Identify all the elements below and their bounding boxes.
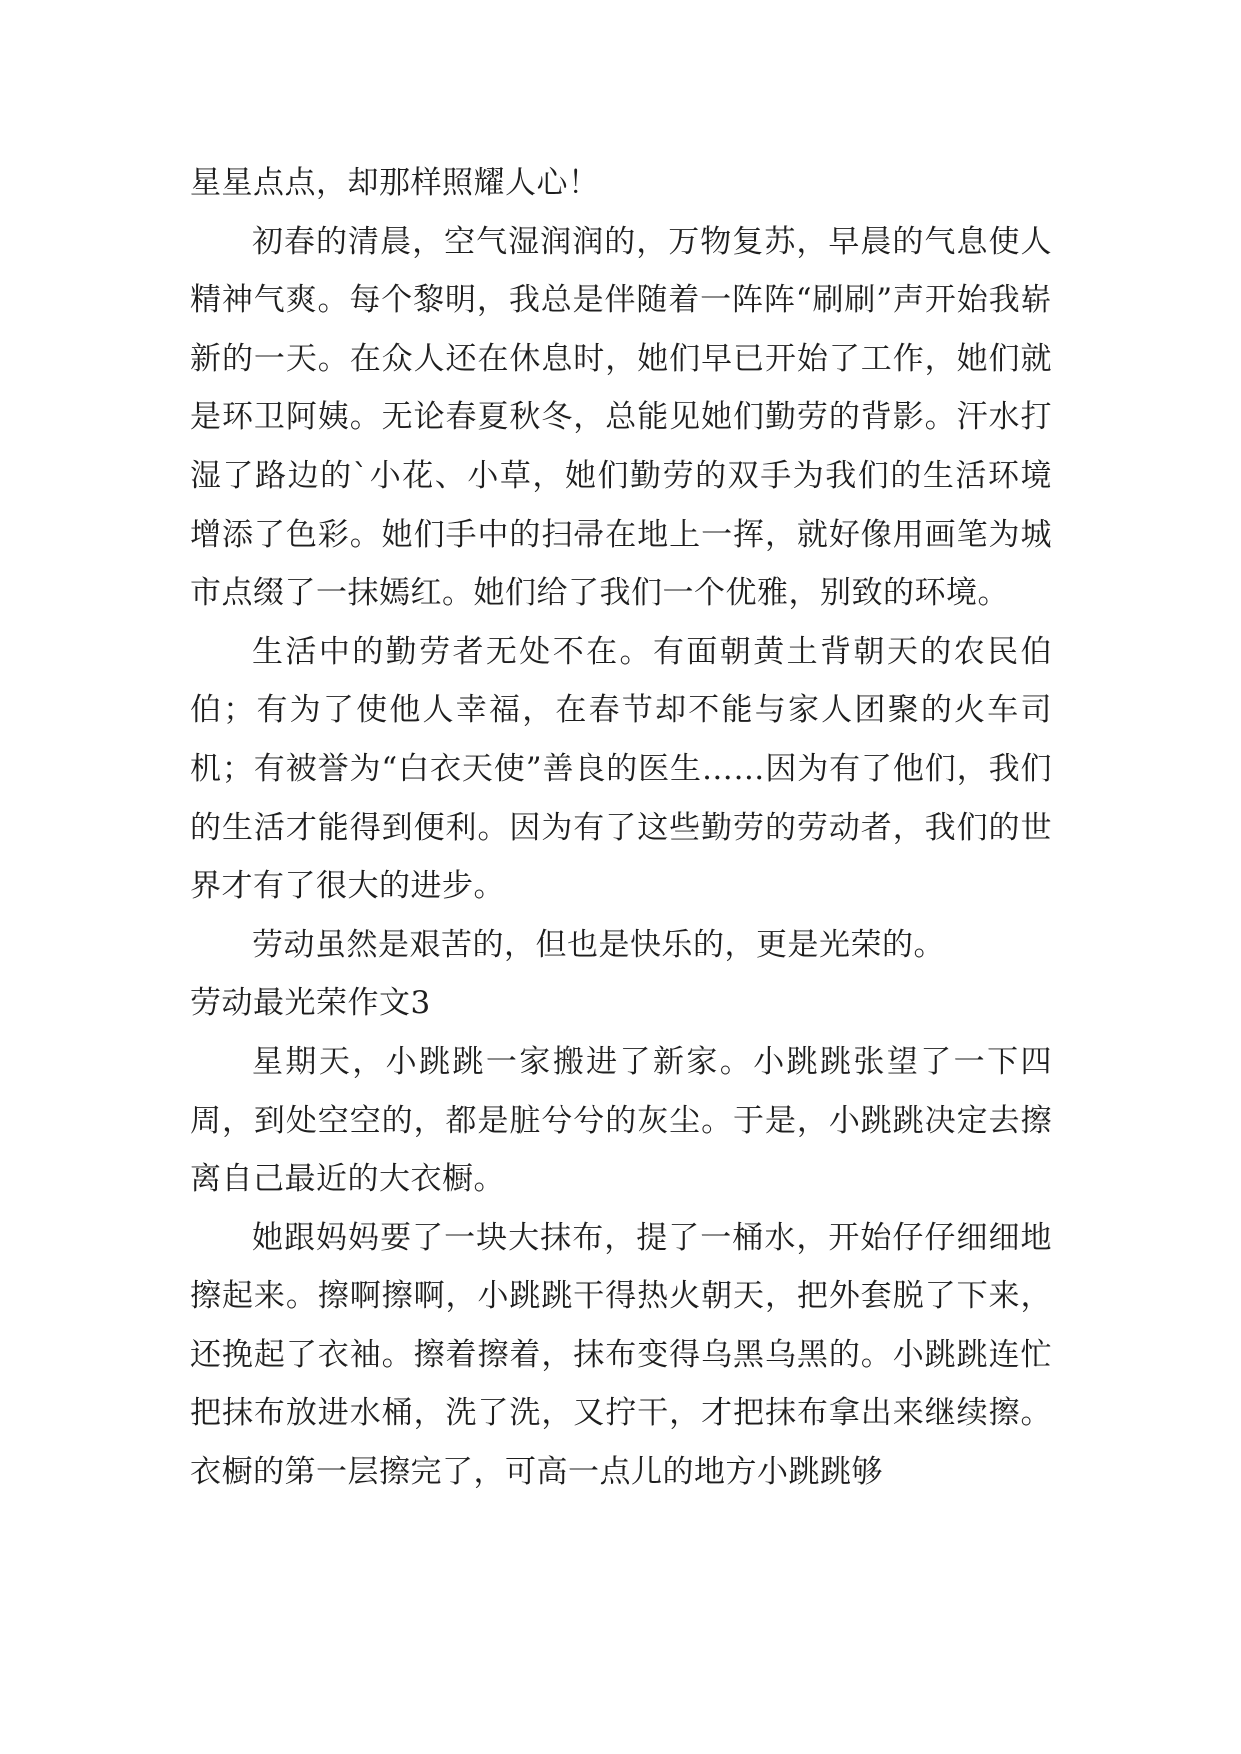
paragraph-6: 她跟妈妈要了一块大抹布，提了一桶水，开始仔仔细细地擦起来。擦啊擦啊，小跳跳干得热火朝天，把外套脱了下来，还挽起了衣袖。擦着擦着，抹布变得乌黑乌黑的。小跳跳连忙把抹布放进水桶，洗了洗，又拧干，才把抹布拿出来继续擦。衣橱的第一层擦完了，可高一点儿的地方小跳跳够 (190, 1219, 1052, 1491)
paragraph-5: 星期天，小跳跳一家搬进了新家。小跳跳张望了一下四周，到处空空的，都是脏兮兮的灰尘。于是，小跳跳决定去擦离自己最近的大衣橱。 (190, 1043, 1052, 1198)
document-body (190, 154, 1052, 1502)
paragraph-1: 星星点点，却那样照耀人心！ (190, 165, 600, 201)
paragraph-4: 劳动虽然是艰苦的，但也是快乐的，更是光荣的。 (252, 926, 945, 963)
paragraph-2: 初春的清晨，空气湿润润的，万物复苏，早晨的气息使人精神气爽。每个黎明，我总是伴随着一阵阵“刷刷”声开始我崭新的一天。在众人还在休息时，她们早已开始了工作，她们就是环卫阿姨。无论春夏秋冬，总能见她们勤劳的背影。汗水打湿了路边的`小花、小草，她们勤劳的双手为我们的生活环境增添了色彩。她们手中的扫帚在地上一挥，就好像用画笔为城市点缀了一抹嫣红。她们给了我们一个优雅，别致的环境。 (190, 223, 1052, 612)
paragraph-3: 生活中的勤劳者无处不在。有面朝黄土背朝天的农民伯伯；有为了使他人幸福，在春节却不能与家人团聚的火车司机；有被誉为“白衣天使”善良的医生……因为有了他们，我们的生活才能得到便利。因为有了这些勤劳的劳动者，我们的世界才有了很大的进步。 (190, 633, 1052, 905)
section-heading: 劳动最光荣作文3 (190, 985, 431, 1022)
